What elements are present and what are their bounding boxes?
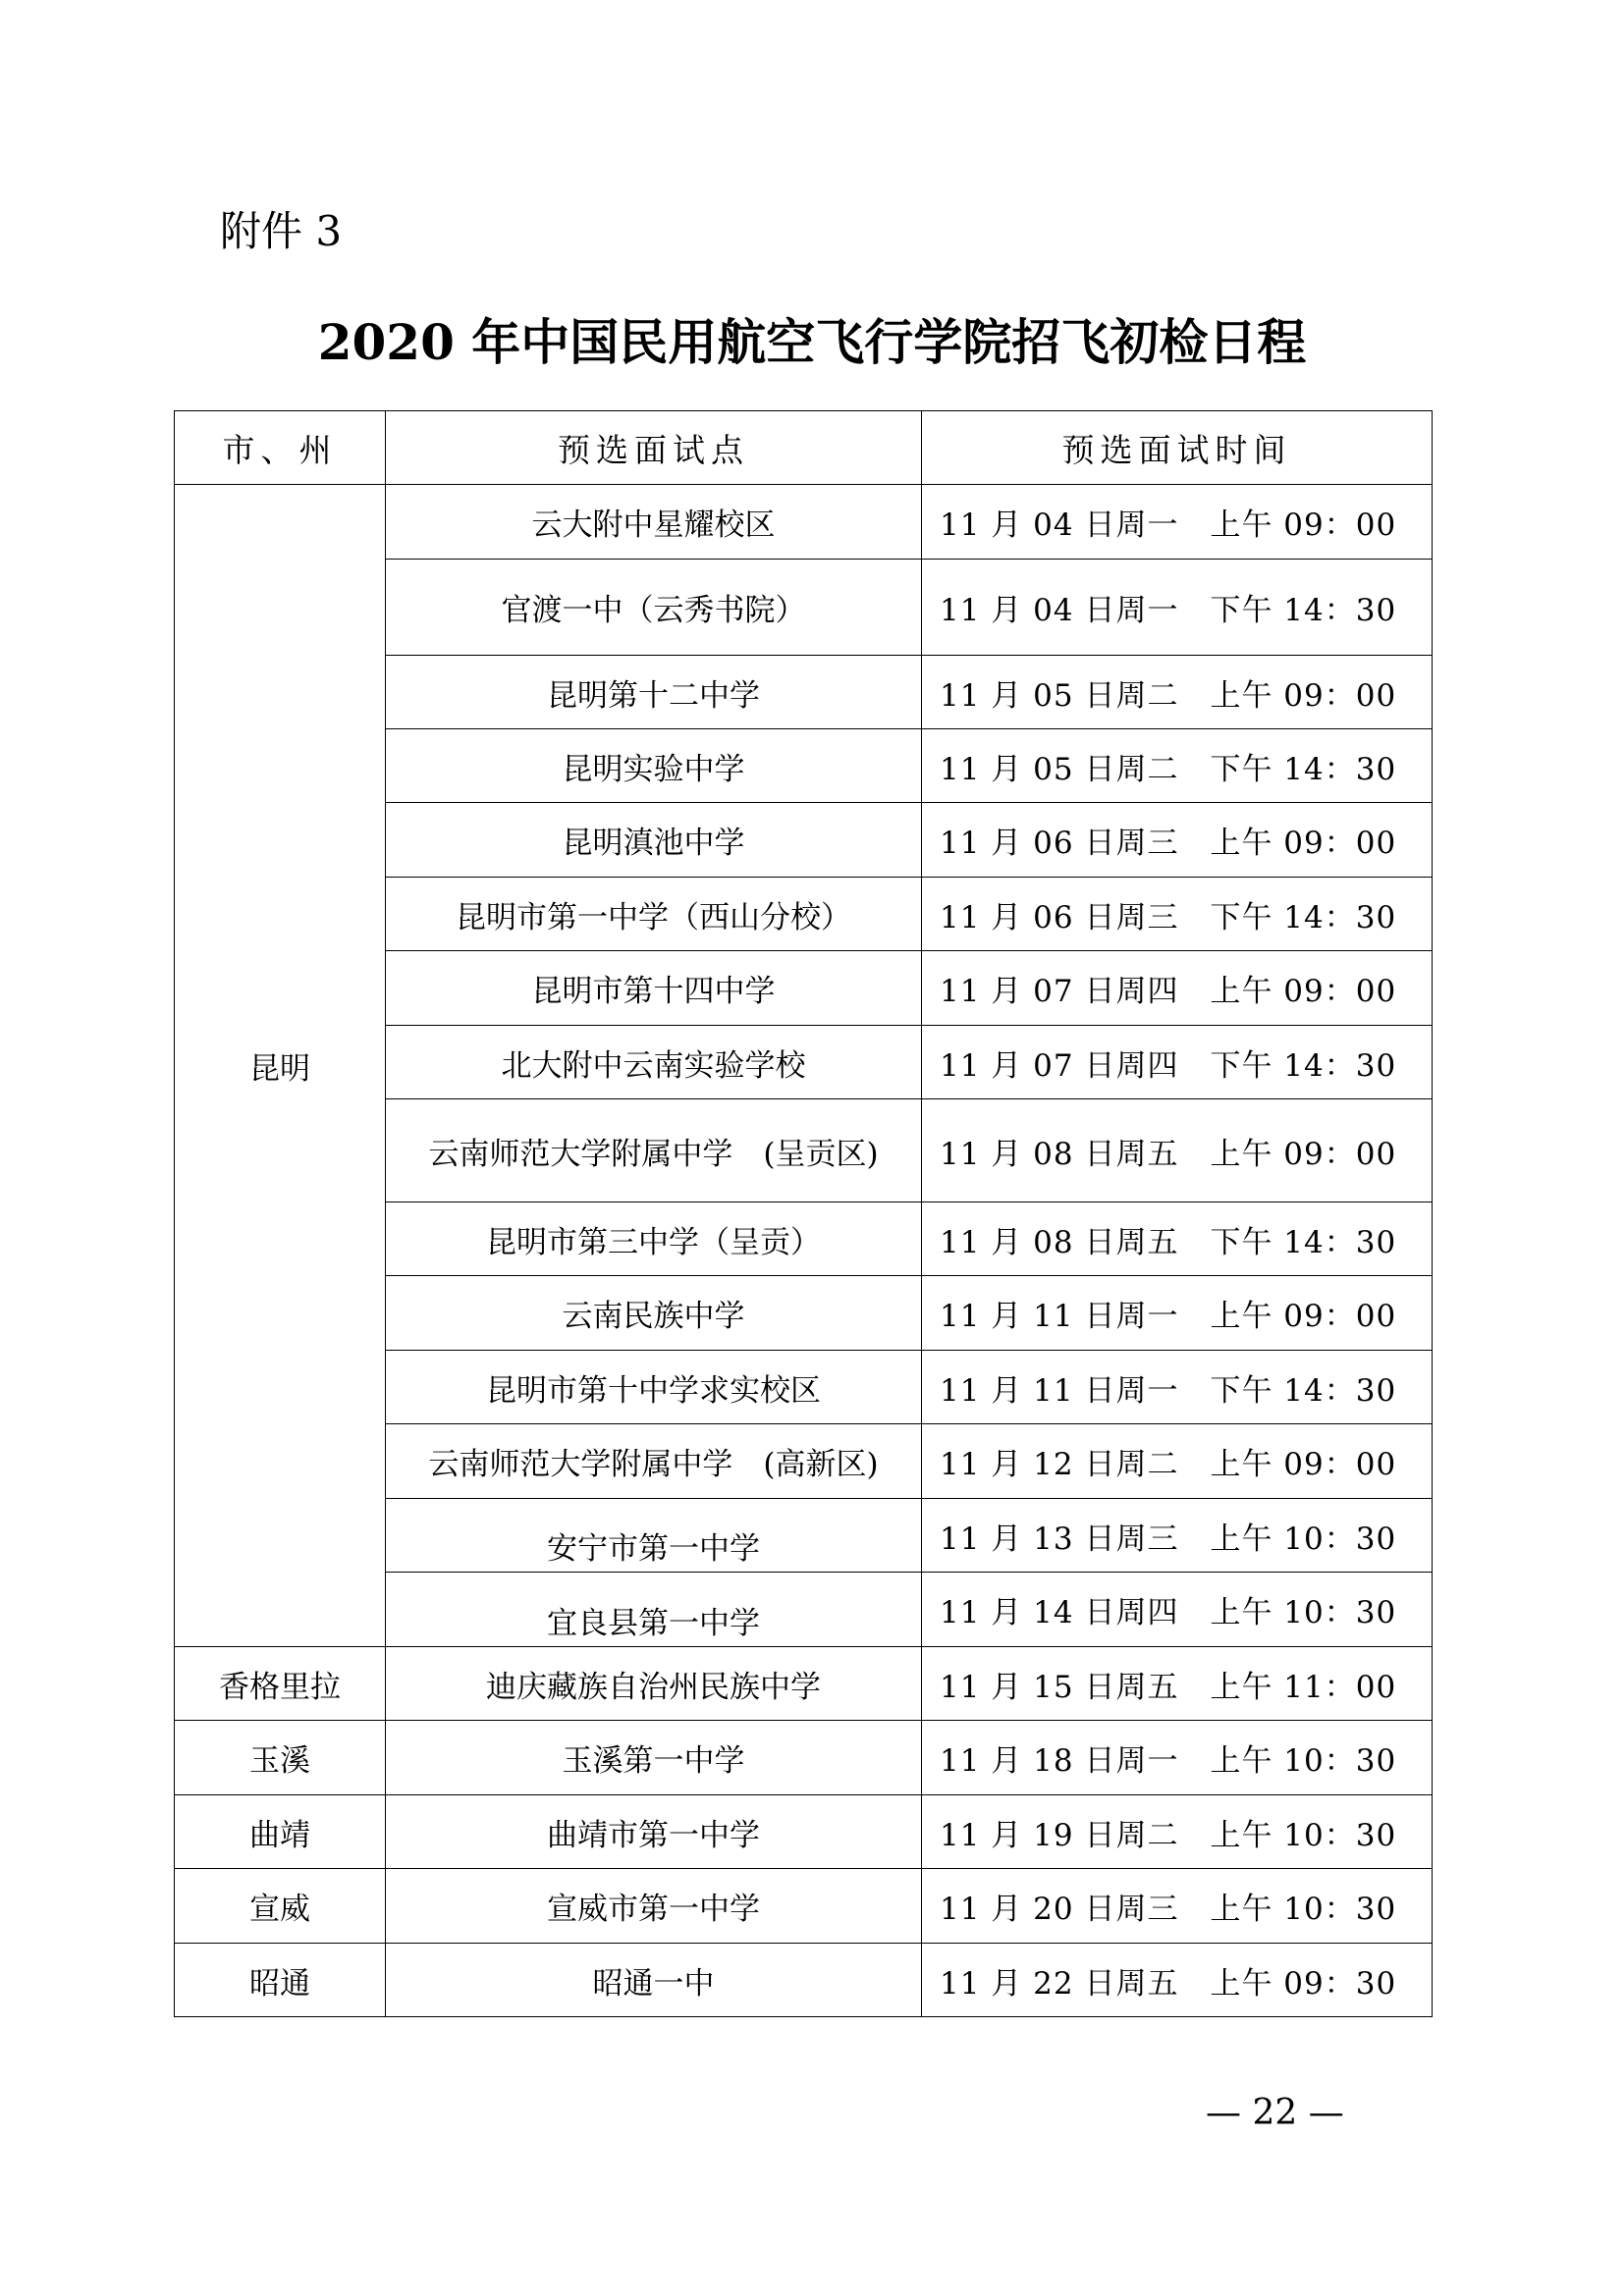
page-number: — 22 — xyxy=(1206,2093,1344,2133)
city-cell: 曲靖 xyxy=(175,1795,386,1869)
site-cell: 昭通一中 xyxy=(386,1944,922,2017)
site-cell: 云南师范大学附属中学 (呈贡区) xyxy=(386,1099,922,1202)
time-cell: 11 月 06 日周三 下午 14：30 xyxy=(922,878,1433,951)
time-cell: 11 月 04 日周一 下午 14：30 xyxy=(922,560,1433,656)
time-cell: 11 月 07 日周四 上午 09：00 xyxy=(922,951,1433,1026)
attachment-label: 附件 3 xyxy=(220,207,343,255)
site-cell: 昆明第十二中学 xyxy=(386,656,922,729)
time-cell: 11 月 11 日周一 上午 09：00 xyxy=(922,1276,1433,1351)
site-cell: 昆明市第三中学（呈贡） xyxy=(386,1202,922,1276)
table-row xyxy=(175,1944,1433,2017)
time-cell: 11 月 14 日周四 上午 10：30 xyxy=(922,1573,1433,1647)
time-cell: 11 月 07 日周四 下午 14：30 xyxy=(922,1026,1433,1099)
column-header-time: 预选面试时间 xyxy=(922,411,1433,485)
city-cell: 宣威 xyxy=(175,1869,386,1944)
site-cell: 云南民族中学 xyxy=(386,1276,922,1351)
site-cell: 云南师范大学附属中学 (高新区) xyxy=(386,1424,922,1499)
site-cell: 昆明市第十四中学 xyxy=(386,951,922,1026)
site-cell: 玉溪第一中学 xyxy=(386,1721,922,1795)
time-cell: 11 月 19 日周二 上午 10：30 xyxy=(922,1795,1433,1869)
time-cell: 11 月 05 日周二 上午 09：00 xyxy=(922,656,1433,729)
time-cell: 11 月 08 日周五 上午 09：00 xyxy=(922,1099,1433,1202)
city-cell: 昆明 xyxy=(175,485,386,1647)
time-cell: 11 月 06 日周三 上午 09：00 xyxy=(922,803,1433,878)
table-row xyxy=(175,1795,1433,1869)
table-row xyxy=(175,1721,1433,1795)
time-cell: 11 月 22 日周五 上午 09：30 xyxy=(922,1944,1433,2017)
time-cell: 11 月 08 日周五 下午 14：30 xyxy=(922,1202,1433,1276)
city-cell: 玉溪 xyxy=(175,1721,386,1795)
time-cell: 11 月 04 日周一 上午 09：00 xyxy=(922,485,1433,560)
site-cell: 安宁市第一中学 xyxy=(386,1499,922,1573)
city-cell: 昭通 xyxy=(175,1944,386,2017)
site-cell: 昆明实验中学 xyxy=(386,729,922,803)
table-row xyxy=(175,1869,1433,1944)
site-cell: 北大附中云南实验学校 xyxy=(386,1026,922,1099)
table-row xyxy=(175,485,1433,560)
time-cell: 11 月 20 日周三 上午 10：30 xyxy=(922,1869,1433,1944)
site-cell: 迪庆藏族自治州民族中学 xyxy=(386,1647,922,1721)
site-cell: 官渡一中（云秀书院） xyxy=(386,560,922,656)
time-cell: 11 月 13 日周三 上午 10：30 xyxy=(922,1499,1433,1573)
time-cell: 11 月 18 日周一 上午 10：30 xyxy=(922,1721,1433,1795)
column-header-city: 市、州 xyxy=(175,411,386,485)
site-cell: 云大附中星耀校区 xyxy=(386,485,922,560)
time-cell: 11 月 15 日周五 上午 11：00 xyxy=(922,1647,1433,1721)
table-row xyxy=(175,1647,1433,1721)
site-cell: 曲靖市第一中学 xyxy=(386,1795,922,1869)
site-cell: 宜良县第一中学 xyxy=(386,1573,922,1647)
city-cell: 香格里拉 xyxy=(175,1647,386,1721)
site-cell: 昆明市第十中学求实校区 xyxy=(386,1351,922,1424)
schedule-table xyxy=(174,410,1433,2017)
site-cell: 宣威市第一中学 xyxy=(386,1869,922,1944)
column-header-site: 预选面试点 xyxy=(386,411,922,485)
time-cell: 11 月 11 日周一 下午 14：30 xyxy=(922,1351,1433,1424)
site-cell: 昆明滇池中学 xyxy=(386,803,922,878)
time-cell: 11 月 05 日周二 下午 14：30 xyxy=(922,729,1433,803)
site-cell: 昆明市第一中学（西山分校） xyxy=(386,878,922,951)
table-header-row xyxy=(175,411,1433,485)
time-cell: 11 月 12 日周二 上午 09：00 xyxy=(922,1424,1433,1499)
document-title: 2020 年中国民用航空飞行学院招飞初检日程 xyxy=(317,313,1307,371)
